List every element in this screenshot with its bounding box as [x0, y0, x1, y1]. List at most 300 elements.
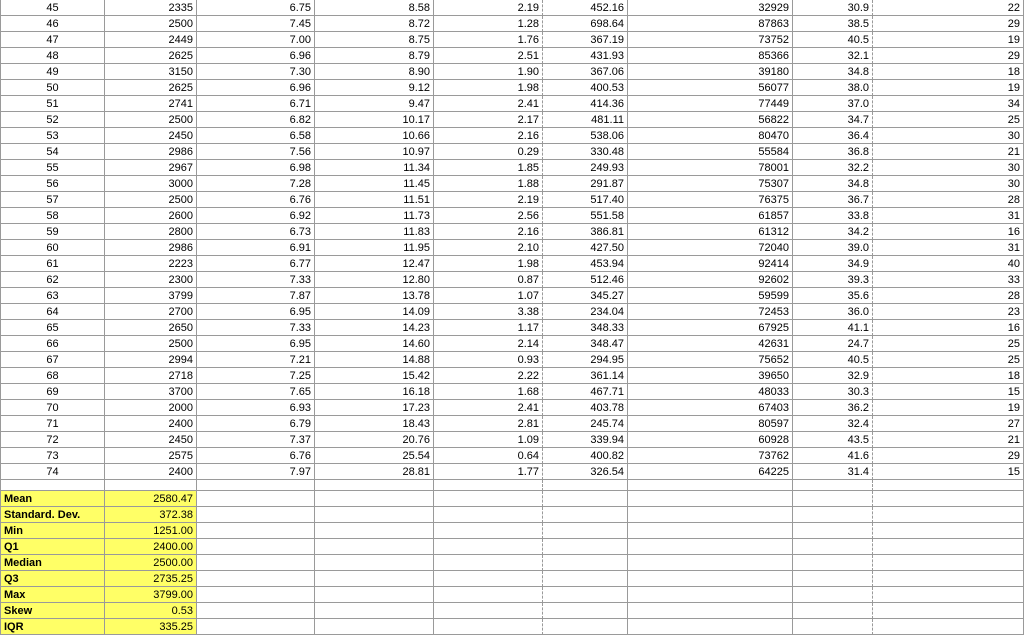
- data-cell[interactable]: 9.47: [315, 96, 434, 112]
- data-cell[interactable]: 367.19: [543, 32, 628, 48]
- data-cell[interactable]: 2986: [105, 240, 197, 256]
- empty-cell[interactable]: [315, 587, 434, 603]
- data-cell[interactable]: 21: [873, 432, 1024, 448]
- data-cell[interactable]: 2994: [105, 352, 197, 368]
- data-cell[interactable]: 39650: [628, 368, 793, 384]
- empty-cell[interactable]: [434, 619, 543, 635]
- empty-cell[interactable]: [793, 539, 873, 555]
- data-cell[interactable]: 21: [873, 144, 1024, 160]
- data-cell[interactable]: 7.33: [197, 272, 315, 288]
- data-cell[interactable]: 30: [873, 160, 1024, 176]
- stat-label-cell[interactable]: Min: [0, 523, 105, 539]
- data-cell[interactable]: 339.94: [543, 432, 628, 448]
- stat-value-cell[interactable]: 3799.00: [105, 587, 197, 603]
- data-cell[interactable]: 75307: [628, 176, 793, 192]
- data-cell[interactable]: 2450: [105, 128, 197, 144]
- data-cell[interactable]: 2450: [105, 432, 197, 448]
- data-cell[interactable]: 11.45: [315, 176, 434, 192]
- data-cell[interactable]: 326.54: [543, 464, 628, 480]
- empty-cell[interactable]: [543, 523, 628, 539]
- stat-label-cell[interactable]: Q1: [0, 539, 105, 555]
- data-cell[interactable]: 35.6: [793, 288, 873, 304]
- empty-cell[interactable]: [873, 491, 1024, 507]
- data-cell[interactable]: 12.47: [315, 256, 434, 272]
- empty-cell[interactable]: [628, 539, 793, 555]
- data-cell[interactable]: 30: [873, 176, 1024, 192]
- data-cell[interactable]: 6.91: [197, 240, 315, 256]
- data-cell[interactable]: 33: [873, 272, 1024, 288]
- data-cell[interactable]: 7.00: [197, 32, 315, 48]
- data-cell[interactable]: 403.78: [543, 400, 628, 416]
- data-cell[interactable]: 345.27: [543, 288, 628, 304]
- data-cell[interactable]: 7.30: [197, 64, 315, 80]
- empty-cell[interactable]: [873, 619, 1024, 635]
- data-cell[interactable]: 2.14: [434, 336, 543, 352]
- data-cell[interactable]: 32.1: [793, 48, 873, 64]
- data-cell[interactable]: 2.16: [434, 224, 543, 240]
- data-cell[interactable]: 16.18: [315, 384, 434, 400]
- data-cell[interactable]: 72453: [628, 304, 793, 320]
- data-cell[interactable]: 28: [873, 288, 1024, 304]
- empty-cell[interactable]: [628, 507, 793, 523]
- empty-cell[interactable]: [873, 507, 1024, 523]
- data-cell[interactable]: 7.97: [197, 464, 315, 480]
- data-cell[interactable]: 14.60: [315, 336, 434, 352]
- data-cell[interactable]: 34.7: [793, 112, 873, 128]
- data-cell[interactable]: 6.79: [197, 416, 315, 432]
- data-cell[interactable]: 17.23: [315, 400, 434, 416]
- data-cell[interactable]: 34.2: [793, 224, 873, 240]
- data-cell[interactable]: 7.25: [197, 368, 315, 384]
- data-cell[interactable]: 36.8: [793, 144, 873, 160]
- data-cell[interactable]: 452.16: [543, 0, 628, 16]
- data-cell[interactable]: 78001: [628, 160, 793, 176]
- empty-cell[interactable]: [315, 603, 434, 619]
- stat-label-cell[interactable]: Standard. Dev.: [0, 507, 105, 523]
- data-cell[interactable]: 33.8: [793, 208, 873, 224]
- empty-cell[interactable]: [197, 619, 315, 635]
- data-cell[interactable]: 18: [873, 64, 1024, 80]
- data-cell[interactable]: 348.33: [543, 320, 628, 336]
- data-cell[interactable]: 1.98: [434, 80, 543, 96]
- empty-cell[interactable]: [543, 507, 628, 523]
- data-cell[interactable]: 40.5: [793, 32, 873, 48]
- data-cell[interactable]: 24.7: [793, 336, 873, 352]
- data-cell[interactable]: 2.17: [434, 112, 543, 128]
- data-cell[interactable]: 2000: [105, 400, 197, 416]
- empty-cell[interactable]: [197, 539, 315, 555]
- data-cell[interactable]: 80597: [628, 416, 793, 432]
- stat-label-cell[interactable]: Mean: [0, 491, 105, 507]
- data-cell[interactable]: 6.98: [197, 160, 315, 176]
- data-cell[interactable]: 80470: [628, 128, 793, 144]
- empty-cell[interactable]: [793, 603, 873, 619]
- empty-cell[interactable]: [793, 619, 873, 635]
- data-cell[interactable]: 427.50: [543, 240, 628, 256]
- empty-cell[interactable]: [628, 619, 793, 635]
- row-number-cell[interactable]: 53: [0, 128, 105, 144]
- row-number-cell[interactable]: 59: [0, 224, 105, 240]
- data-cell[interactable]: 31: [873, 240, 1024, 256]
- empty-cell[interactable]: [434, 523, 543, 539]
- data-cell[interactable]: 30.3: [793, 384, 873, 400]
- data-cell[interactable]: 7.33: [197, 320, 315, 336]
- empty-cell[interactable]: [793, 491, 873, 507]
- row-number-cell[interactable]: 73: [0, 448, 105, 464]
- row-number-cell[interactable]: 52: [0, 112, 105, 128]
- empty-cell[interactable]: [543, 571, 628, 587]
- data-cell[interactable]: 0.93: [434, 352, 543, 368]
- data-cell[interactable]: 6.95: [197, 304, 315, 320]
- data-cell[interactable]: 32929: [628, 0, 793, 16]
- data-cell[interactable]: 31.4: [793, 464, 873, 480]
- data-cell[interactable]: 75652: [628, 352, 793, 368]
- empty-cell[interactable]: [628, 491, 793, 507]
- data-cell[interactable]: 431.93: [543, 48, 628, 64]
- data-cell[interactable]: 2400: [105, 416, 197, 432]
- data-cell[interactable]: 15: [873, 384, 1024, 400]
- data-cell[interactable]: 8.75: [315, 32, 434, 48]
- data-cell[interactable]: 0.87: [434, 272, 543, 288]
- data-cell[interactable]: 2800: [105, 224, 197, 240]
- data-cell[interactable]: 11.34: [315, 160, 434, 176]
- row-number-cell[interactable]: 45: [0, 0, 105, 16]
- empty-cell[interactable]: [628, 523, 793, 539]
- row-number-cell[interactable]: 74: [0, 464, 105, 480]
- data-cell[interactable]: 43.5: [793, 432, 873, 448]
- empty-cell[interactable]: [543, 491, 628, 507]
- data-cell[interactable]: 2335: [105, 0, 197, 16]
- data-cell[interactable]: 56077: [628, 80, 793, 96]
- data-cell[interactable]: 32.9: [793, 368, 873, 384]
- data-cell[interactable]: 14.09: [315, 304, 434, 320]
- data-cell[interactable]: 28: [873, 192, 1024, 208]
- data-cell[interactable]: 60928: [628, 432, 793, 448]
- empty-cell[interactable]: [197, 603, 315, 619]
- data-cell[interactable]: 23: [873, 304, 1024, 320]
- stat-label-cell[interactable]: IQR: [0, 619, 105, 635]
- data-cell[interactable]: 36.7: [793, 192, 873, 208]
- data-cell[interactable]: 7.56: [197, 144, 315, 160]
- data-cell[interactable]: 14.88: [315, 352, 434, 368]
- data-cell[interactable]: 19: [873, 32, 1024, 48]
- data-cell[interactable]: 20.76: [315, 432, 434, 448]
- data-cell[interactable]: 2575: [105, 448, 197, 464]
- data-cell[interactable]: 2.19: [434, 0, 543, 16]
- data-cell[interactable]: 6.71: [197, 96, 315, 112]
- data-cell[interactable]: 7.65: [197, 384, 315, 400]
- data-cell[interactable]: 1.77: [434, 464, 543, 480]
- stat-label-cell[interactable]: Median: [0, 555, 105, 571]
- empty-cell[interactable]: [628, 555, 793, 571]
- data-cell[interactable]: 10.66: [315, 128, 434, 144]
- row-number-cell[interactable]: 61: [0, 256, 105, 272]
- empty-cell[interactable]: [873, 571, 1024, 587]
- data-cell[interactable]: 348.47: [543, 336, 628, 352]
- data-cell[interactable]: 39.0: [793, 240, 873, 256]
- data-cell[interactable]: 6.77: [197, 256, 315, 272]
- data-cell[interactable]: 34.9: [793, 256, 873, 272]
- empty-cell[interactable]: [793, 523, 873, 539]
- data-cell[interactable]: 7.37: [197, 432, 315, 448]
- data-cell[interactable]: 7.28: [197, 176, 315, 192]
- data-cell[interactable]: 8.79: [315, 48, 434, 64]
- data-cell[interactable]: 10.97: [315, 144, 434, 160]
- data-cell[interactable]: 19: [873, 80, 1024, 96]
- row-number-cell[interactable]: 50: [0, 80, 105, 96]
- empty-cell[interactable]: [315, 507, 434, 523]
- row-number-cell[interactable]: 72: [0, 432, 105, 448]
- data-cell[interactable]: 11.73: [315, 208, 434, 224]
- data-cell[interactable]: 29: [873, 16, 1024, 32]
- empty-cell[interactable]: [793, 571, 873, 587]
- data-cell[interactable]: 3799: [105, 288, 197, 304]
- data-cell[interactable]: 77449: [628, 96, 793, 112]
- data-cell[interactable]: 1.98: [434, 256, 543, 272]
- data-cell[interactable]: 72040: [628, 240, 793, 256]
- data-cell[interactable]: 9.12: [315, 80, 434, 96]
- empty-cell[interactable]: [197, 480, 315, 491]
- data-cell[interactable]: 1.90: [434, 64, 543, 80]
- data-cell[interactable]: 2.81: [434, 416, 543, 432]
- data-cell[interactable]: 1.09: [434, 432, 543, 448]
- empty-cell[interactable]: [628, 571, 793, 587]
- data-cell[interactable]: 2600: [105, 208, 197, 224]
- data-cell[interactable]: 11.51: [315, 192, 434, 208]
- row-number-cell[interactable]: 55: [0, 160, 105, 176]
- empty-cell[interactable]: [543, 555, 628, 571]
- data-cell[interactable]: 330.48: [543, 144, 628, 160]
- data-cell[interactable]: 6.76: [197, 192, 315, 208]
- data-cell[interactable]: 453.94: [543, 256, 628, 272]
- empty-cell[interactable]: [793, 507, 873, 523]
- data-cell[interactable]: 294.95: [543, 352, 628, 368]
- data-cell[interactable]: 34: [873, 96, 1024, 112]
- data-cell[interactable]: 2967: [105, 160, 197, 176]
- data-cell[interactable]: 414.36: [543, 96, 628, 112]
- empty-cell[interactable]: [315, 555, 434, 571]
- empty-cell[interactable]: [197, 555, 315, 571]
- data-cell[interactable]: 38.0: [793, 80, 873, 96]
- row-number-cell[interactable]: 47: [0, 32, 105, 48]
- data-cell[interactable]: 2625: [105, 80, 197, 96]
- data-cell[interactable]: 37.0: [793, 96, 873, 112]
- data-cell[interactable]: 2500: [105, 112, 197, 128]
- data-cell[interactable]: 2.16: [434, 128, 543, 144]
- data-cell[interactable]: 64225: [628, 464, 793, 480]
- stat-value-cell[interactable]: 2400.00: [105, 539, 197, 555]
- data-cell[interactable]: 1.28: [434, 16, 543, 32]
- data-cell[interactable]: 400.82: [543, 448, 628, 464]
- empty-cell[interactable]: [105, 480, 197, 491]
- data-cell[interactable]: 30.9: [793, 0, 873, 16]
- empty-cell[interactable]: [315, 523, 434, 539]
- data-cell[interactable]: 18: [873, 368, 1024, 384]
- data-cell[interactable]: 2500: [105, 192, 197, 208]
- row-number-cell[interactable]: 57: [0, 192, 105, 208]
- data-cell[interactable]: 29: [873, 48, 1024, 64]
- data-cell[interactable]: 0.64: [434, 448, 543, 464]
- stat-value-cell[interactable]: 2500.00: [105, 555, 197, 571]
- data-cell[interactable]: 92414: [628, 256, 793, 272]
- empty-cell[interactable]: [628, 587, 793, 603]
- data-cell[interactable]: 2223: [105, 256, 197, 272]
- empty-cell[interactable]: [197, 491, 315, 507]
- empty-cell[interactable]: [434, 507, 543, 523]
- data-cell[interactable]: 15: [873, 464, 1024, 480]
- data-cell[interactable]: 36.0: [793, 304, 873, 320]
- row-number-cell[interactable]: 46: [0, 16, 105, 32]
- data-cell[interactable]: 56822: [628, 112, 793, 128]
- data-cell[interactable]: 6.58: [197, 128, 315, 144]
- empty-cell[interactable]: [543, 603, 628, 619]
- empty-cell[interactable]: [315, 491, 434, 507]
- data-cell[interactable]: 39180: [628, 64, 793, 80]
- data-cell[interactable]: 76375: [628, 192, 793, 208]
- row-number-cell[interactable]: 66: [0, 336, 105, 352]
- empty-cell[interactable]: [793, 555, 873, 571]
- empty-cell[interactable]: [873, 523, 1024, 539]
- stat-value-cell[interactable]: 372.38: [105, 507, 197, 523]
- data-cell[interactable]: 41.1: [793, 320, 873, 336]
- empty-cell[interactable]: [543, 587, 628, 603]
- data-cell[interactable]: 8.90: [315, 64, 434, 80]
- data-cell[interactable]: 28.81: [315, 464, 434, 480]
- stat-label-cell[interactable]: Max: [0, 587, 105, 603]
- data-cell[interactable]: 291.87: [543, 176, 628, 192]
- data-cell[interactable]: 6.76: [197, 448, 315, 464]
- data-cell[interactable]: 551.58: [543, 208, 628, 224]
- row-number-cell[interactable]: 64: [0, 304, 105, 320]
- row-number-cell[interactable]: 70: [0, 400, 105, 416]
- empty-cell[interactable]: [873, 480, 1024, 491]
- empty-cell[interactable]: [315, 539, 434, 555]
- row-number-cell[interactable]: 60: [0, 240, 105, 256]
- empty-cell[interactable]: [0, 480, 105, 491]
- empty-cell[interactable]: [543, 480, 628, 491]
- stat-value-cell[interactable]: 2580.47: [105, 491, 197, 507]
- data-cell[interactable]: 12.80: [315, 272, 434, 288]
- data-cell[interactable]: 2.19: [434, 192, 543, 208]
- data-cell[interactable]: 10.17: [315, 112, 434, 128]
- data-cell[interactable]: 7.87: [197, 288, 315, 304]
- data-cell[interactable]: 512.46: [543, 272, 628, 288]
- data-cell[interactable]: 7.21: [197, 352, 315, 368]
- data-cell[interactable]: 2449: [105, 32, 197, 48]
- data-cell[interactable]: 25: [873, 336, 1024, 352]
- data-cell[interactable]: 25.54: [315, 448, 434, 464]
- data-cell[interactable]: 361.14: [543, 368, 628, 384]
- row-number-cell[interactable]: 54: [0, 144, 105, 160]
- empty-cell[interactable]: [628, 480, 793, 491]
- empty-cell[interactable]: [434, 480, 543, 491]
- data-cell[interactable]: 2986: [105, 144, 197, 160]
- row-number-cell[interactable]: 48: [0, 48, 105, 64]
- data-cell[interactable]: 1.07: [434, 288, 543, 304]
- stat-value-cell[interactable]: 1251.00: [105, 523, 197, 539]
- data-cell[interactable]: 1.88: [434, 176, 543, 192]
- empty-cell[interactable]: [197, 523, 315, 539]
- data-cell[interactable]: 3000: [105, 176, 197, 192]
- data-cell[interactable]: 2300: [105, 272, 197, 288]
- data-cell[interactable]: 67403: [628, 400, 793, 416]
- data-cell[interactable]: 1.68: [434, 384, 543, 400]
- empty-cell[interactable]: [434, 571, 543, 587]
- data-cell[interactable]: 11.83: [315, 224, 434, 240]
- data-cell[interactable]: 2.56: [434, 208, 543, 224]
- data-cell[interactable]: 6.96: [197, 80, 315, 96]
- data-cell[interactable]: 3.38: [434, 304, 543, 320]
- data-cell[interactable]: 73752: [628, 32, 793, 48]
- empty-cell[interactable]: [543, 619, 628, 635]
- data-cell[interactable]: 27: [873, 416, 1024, 432]
- empty-cell[interactable]: [434, 555, 543, 571]
- empty-cell[interactable]: [197, 587, 315, 603]
- empty-cell[interactable]: [315, 480, 434, 491]
- data-cell[interactable]: 1.17: [434, 320, 543, 336]
- stat-label-cell[interactable]: Skew: [0, 603, 105, 619]
- row-number-cell[interactable]: 68: [0, 368, 105, 384]
- data-cell[interactable]: 34.8: [793, 176, 873, 192]
- row-number-cell[interactable]: 56: [0, 176, 105, 192]
- empty-cell[interactable]: [873, 603, 1024, 619]
- empty-cell[interactable]: [197, 571, 315, 587]
- data-cell[interactable]: 2625: [105, 48, 197, 64]
- empty-cell[interactable]: [543, 539, 628, 555]
- data-cell[interactable]: 3150: [105, 64, 197, 80]
- data-cell[interactable]: 2500: [105, 16, 197, 32]
- empty-cell[interactable]: [793, 480, 873, 491]
- data-cell[interactable]: 87863: [628, 16, 793, 32]
- data-cell[interactable]: 48033: [628, 384, 793, 400]
- data-cell[interactable]: 517.40: [543, 192, 628, 208]
- data-cell[interactable]: 25: [873, 112, 1024, 128]
- stat-value-cell[interactable]: 0.53: [105, 603, 197, 619]
- data-cell[interactable]: 2.10: [434, 240, 543, 256]
- data-cell[interactable]: 40.5: [793, 352, 873, 368]
- data-cell[interactable]: 698.64: [543, 16, 628, 32]
- data-cell[interactable]: 234.04: [543, 304, 628, 320]
- data-cell[interactable]: 41.6: [793, 448, 873, 464]
- data-cell[interactable]: 2741: [105, 96, 197, 112]
- row-number-cell[interactable]: 65: [0, 320, 105, 336]
- data-cell[interactable]: 3700: [105, 384, 197, 400]
- data-cell[interactable]: 42631: [628, 336, 793, 352]
- data-cell[interactable]: 6.73: [197, 224, 315, 240]
- data-cell[interactable]: 386.81: [543, 224, 628, 240]
- data-cell[interactable]: 31: [873, 208, 1024, 224]
- data-cell[interactable]: 36.2: [793, 400, 873, 416]
- stat-label-cell[interactable]: Q3: [0, 571, 105, 587]
- data-cell[interactable]: 2400: [105, 464, 197, 480]
- data-cell[interactable]: 15.42: [315, 368, 434, 384]
- empty-cell[interactable]: [628, 603, 793, 619]
- data-cell[interactable]: 2.41: [434, 96, 543, 112]
- data-cell[interactable]: 67925: [628, 320, 793, 336]
- stat-value-cell[interactable]: 335.25: [105, 619, 197, 635]
- empty-cell[interactable]: [793, 587, 873, 603]
- row-number-cell[interactable]: 67: [0, 352, 105, 368]
- data-cell[interactable]: 59599: [628, 288, 793, 304]
- data-cell[interactable]: 8.72: [315, 16, 434, 32]
- data-cell[interactable]: 36.4: [793, 128, 873, 144]
- data-cell[interactable]: 39.3: [793, 272, 873, 288]
- data-cell[interactable]: 32.4: [793, 416, 873, 432]
- data-cell[interactable]: 25: [873, 352, 1024, 368]
- data-cell[interactable]: 2718: [105, 368, 197, 384]
- data-cell[interactable]: 400.53: [543, 80, 628, 96]
- data-cell[interactable]: 19: [873, 400, 1024, 416]
